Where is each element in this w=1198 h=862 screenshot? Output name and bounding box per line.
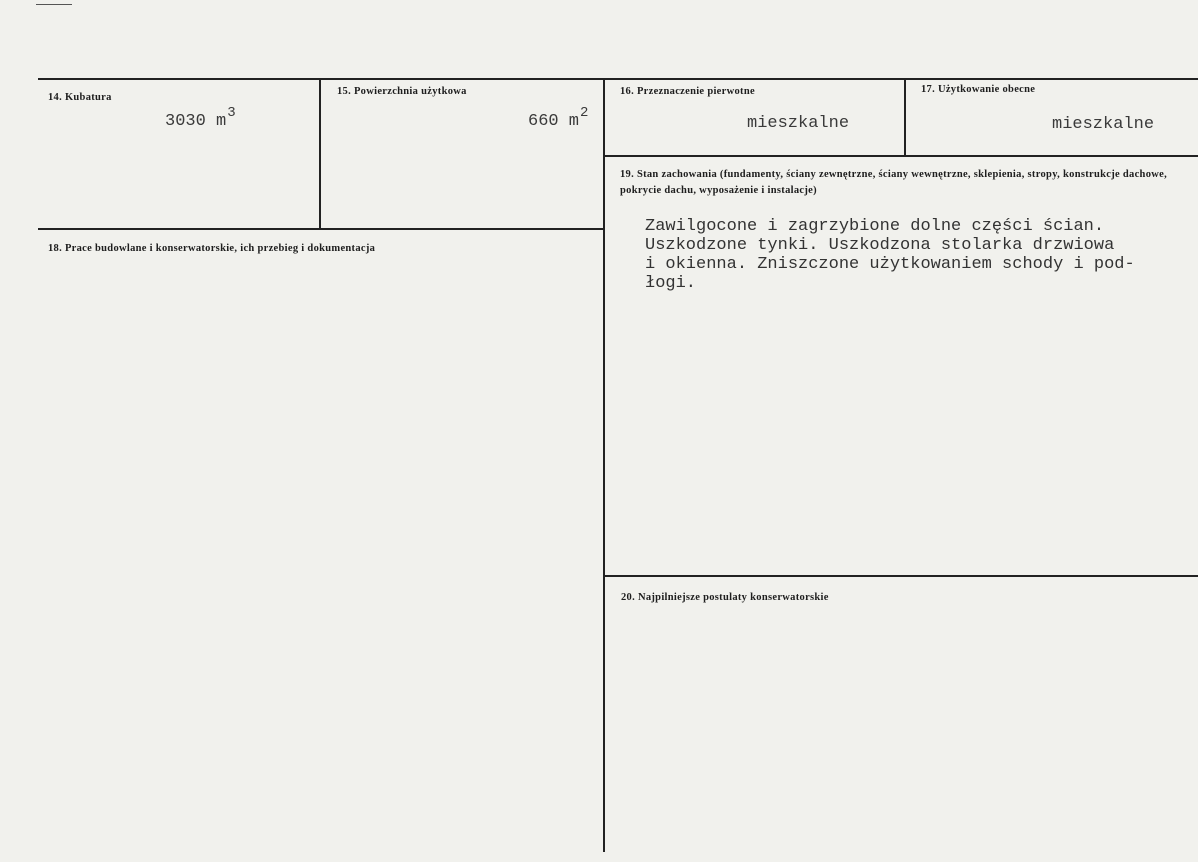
field-14-exponent: 3 bbox=[227, 105, 236, 121]
field-16-value: mieszkalne bbox=[747, 114, 850, 133]
field-15-value-text: 660 m bbox=[528, 112, 580, 131]
field-15-exponent: 2 bbox=[580, 105, 589, 121]
field-14-label: 14. Kubatura bbox=[48, 92, 112, 103]
field-17-value: mieszkalne bbox=[1052, 115, 1155, 134]
top-edge-mark bbox=[36, 4, 72, 5]
field-19-line: łogi. bbox=[645, 274, 697, 293]
top-rule bbox=[38, 78, 1198, 80]
col-divider-main bbox=[603, 78, 605, 852]
field-15-label: 15. Powierzchnia użytkowa bbox=[337, 86, 467, 97]
field-20-label: 20. Najpilniejsze postulaty konserwatorskie bbox=[621, 592, 829, 603]
field-19-text bbox=[645, 217, 1135, 293]
field-14-value bbox=[165, 105, 236, 131]
rule-right-lower bbox=[604, 575, 1198, 577]
rule-right-upper bbox=[604, 155, 1198, 157]
field-19-label: 19. Stan zachowania (fundamenty, ściany zewnętrzne, ściany wewnętrzne, sklepienia, stropy, konstrukcje dachowe, pokrycie dachu, wyposażenie i instalacje) bbox=[620, 169, 1168, 196]
field-17-label: 17. Użytkowanie obecne bbox=[921, 84, 1036, 95]
field-19-line: Zawilgocone i zagrzybione dolne części ścian. bbox=[645, 217, 1105, 236]
rule-left-middle bbox=[38, 228, 605, 230]
field-18-label: 18. Prace budowlane i konserwatorskie, ich przebieg i dokumentacja bbox=[48, 243, 376, 254]
field-15-value bbox=[528, 105, 589, 131]
field-14-value-text: 3030 m bbox=[165, 112, 227, 131]
field-16-label: 16. Przeznaczenie pierwotne bbox=[620, 86, 755, 97]
col-divider-1 bbox=[319, 78, 321, 230]
field-19-line: i okienna. Zniszczone użytkowaniem schody i pod- bbox=[645, 255, 1135, 274]
col-divider-3 bbox=[904, 78, 906, 157]
field-19-line: Uszkodzone tynki. Uszkodzona stolarka drzwiowa bbox=[645, 236, 1115, 255]
